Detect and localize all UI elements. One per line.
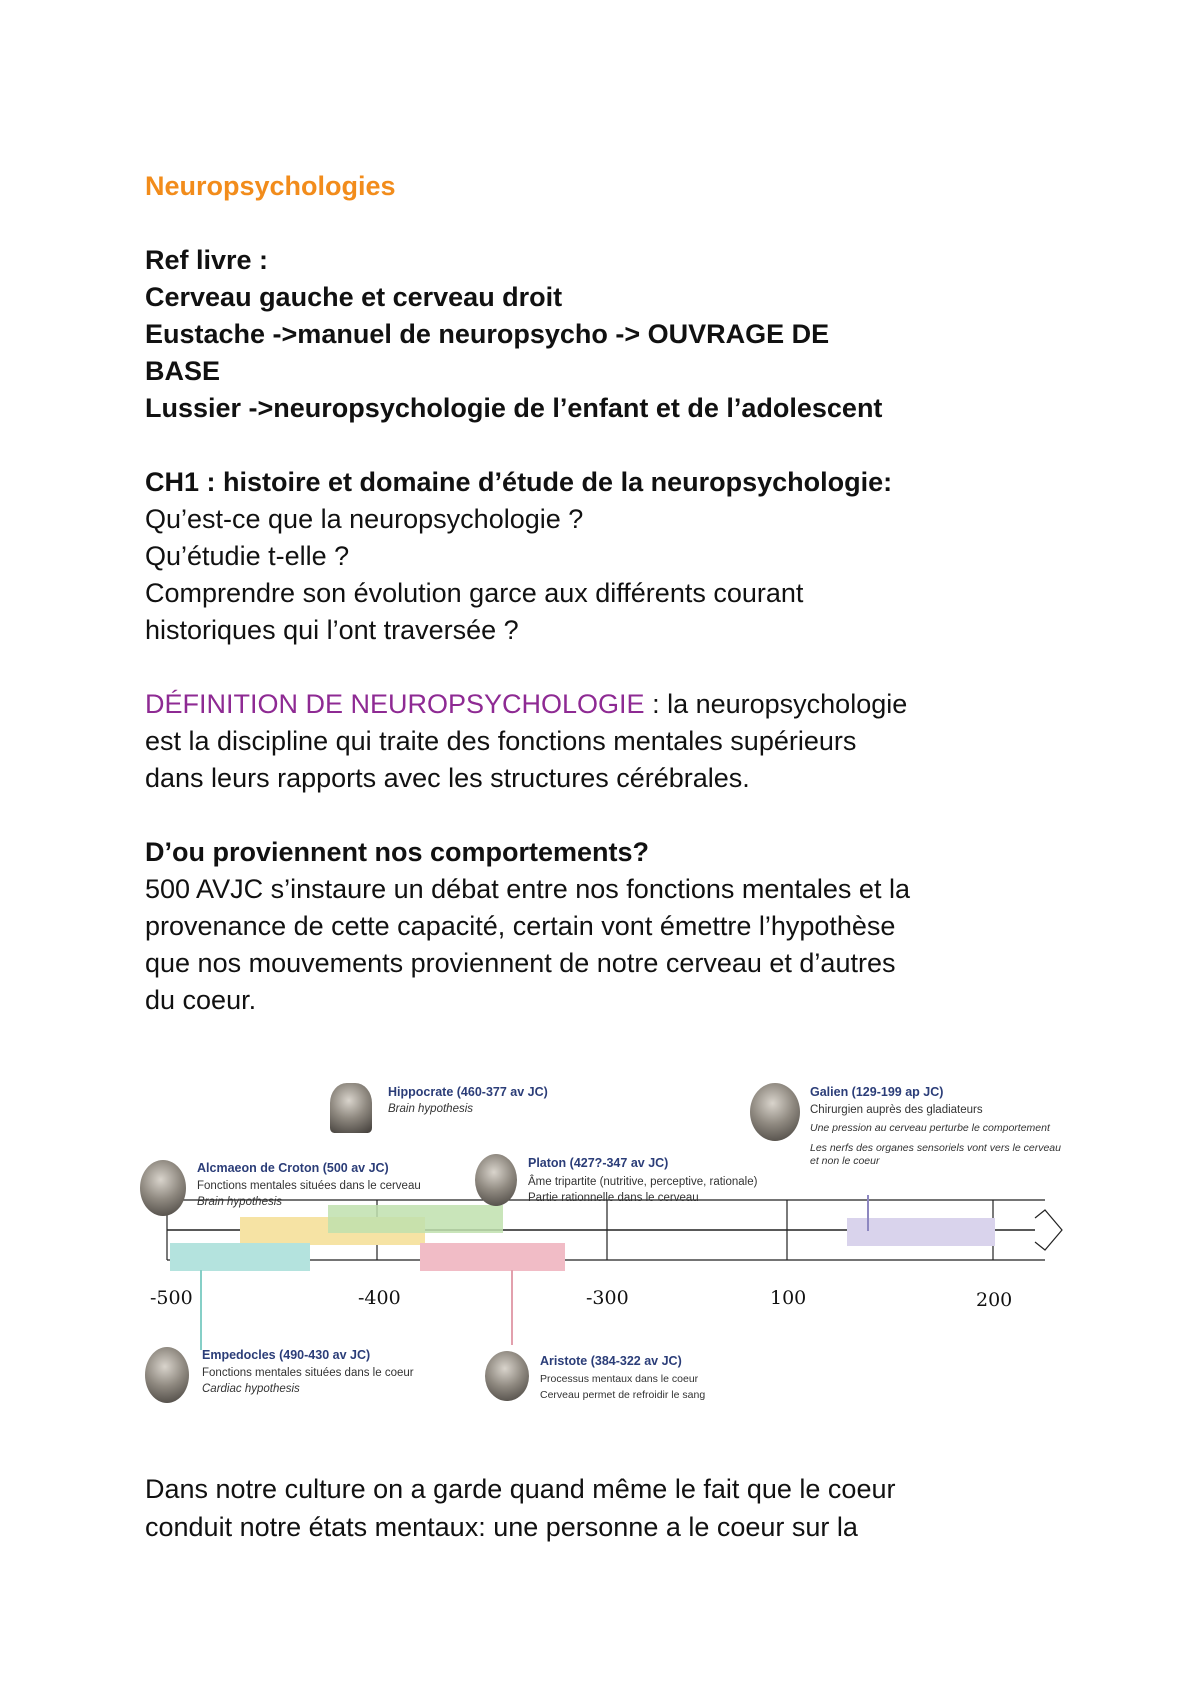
- origin-line: que nos mouvements proviennent de notre cerveau et d’autres: [145, 948, 896, 978]
- galien-portrait-icon: [750, 1083, 800, 1141]
- period-band-hippocrate: [328, 1205, 503, 1233]
- ref-line: Lussier ->neuropsychologie de l’enfant et de l’adolescent: [145, 393, 883, 423]
- spacer: [145, 427, 1085, 464]
- closing-line: Dans notre culture on a garde quand même le fait que le coeur: [145, 1474, 896, 1504]
- period-band-galien: [847, 1218, 995, 1246]
- hippocrate-note: Brain hypothesis: [388, 1103, 474, 1115]
- platon-portrait-icon: [475, 1154, 517, 1206]
- tick-label: -500: [150, 1287, 193, 1309]
- document-title: Neuropsychologies: [145, 171, 396, 201]
- connector-empedocles: [200, 1270, 202, 1350]
- connector-galien: [867, 1195, 869, 1231]
- galien-note: et non le coeur: [810, 1155, 880, 1167]
- hippocrate-name: Hippocrate (460-377 av JC): [388, 1085, 548, 1099]
- galien-note: Les nerfs des organes sensoriels vont vers le cerveau: [810, 1142, 1061, 1154]
- alcmaeon-note: Fonctions mentales situées dans le cerveau: [197, 1180, 421, 1192]
- alcmaeon-name: Alcmaeon de Croton (500 av JC): [197, 1161, 389, 1175]
- aristote-name: Aristote (384-322 av JC): [540, 1354, 682, 1368]
- closing-paragraph: [145, 1470, 1085, 1546]
- platon-name: Platon (427?-347 av JC): [528, 1156, 669, 1170]
- question-line: Qu’est-ce que la neuropsychologie ?: [145, 504, 584, 534]
- ref-line: Cerveau gauche et cerveau droit: [145, 282, 563, 312]
- galien-name: Galien (129-199 ap JC): [810, 1085, 944, 1099]
- origin-line: provenance de cette capacité, certain vont émettre l’hypothèse: [145, 911, 896, 941]
- aristote-note: Processus mentaux dans le coeur: [540, 1373, 699, 1385]
- aristote-portrait-icon: [485, 1351, 529, 1401]
- spacer: [145, 205, 1085, 242]
- period-band-aristote: [420, 1243, 565, 1271]
- empedocles-note: Cardiac hypothesis: [202, 1383, 300, 1395]
- origin-line: du coeur.: [145, 985, 257, 1015]
- empedocles-portrait-icon: [145, 1347, 189, 1403]
- definition-text: : la neuropsychologie: [644, 689, 908, 719]
- history-timeline-figure: [140, 1075, 1070, 1425]
- tick-label: -400: [358, 1287, 401, 1309]
- ref-heading: Ref livre :: [145, 245, 269, 275]
- platon-note: Partie rationnelle dans le cerveau: [528, 1192, 699, 1204]
- document-body: [145, 168, 1085, 1019]
- tick-label: 200: [976, 1289, 1013, 1311]
- alcmaeon-portrait-icon: [140, 1160, 186, 1216]
- ref-line: Eustache ->manuel de neuropsycho -> OUVRAGE DE: [145, 319, 830, 349]
- question-line: historiques qui l’ont traversée ?: [145, 615, 519, 645]
- empedocles-name: Empedocles (490-430 av JC): [202, 1348, 371, 1362]
- definition-term: DÉFINITION DE NEUROPSYCHOLOGIE: [145, 689, 645, 719]
- period-band-empedocles: [170, 1243, 310, 1271]
- origin-heading: D’ou proviennent nos comportements?: [145, 837, 650, 867]
- aristote-note: Cerveau permet de refroidir le sang: [540, 1389, 706, 1401]
- ref-line: BASE: [145, 356, 221, 386]
- origin-line: 500 AVJC s’instaure un débat entre nos fonctions mentales et la: [145, 874, 910, 904]
- empedocles-note: Fonctions mentales situées dans le coeur: [202, 1367, 414, 1379]
- definition-line: dans leurs rapports avec les structures cérébrales.: [145, 763, 750, 793]
- question-line: Comprendre son évolution garce aux différents courant: [145, 578, 804, 608]
- definition-paragraph: [145, 686, 1085, 723]
- galien-note: Chirurgien auprès des gladiateurs: [810, 1104, 983, 1116]
- spacer: [145, 649, 1085, 686]
- chapter-heading: CH1 : histoire et domaine d’étude de la neuropsychologie:: [145, 467, 893, 497]
- connector-aristote: [511, 1270, 513, 1345]
- galien-note: Une pression au cerveau perturbe le comportement: [810, 1122, 1050, 1134]
- alcmaeon-note: Brain hypothesis: [197, 1196, 283, 1208]
- tick-label: -300: [586, 1287, 629, 1309]
- hippocrate-portrait-icon: [330, 1083, 372, 1133]
- closing-line: conduit notre états mentaux: une personne a le coeur sur la: [145, 1512, 858, 1542]
- definition-line: est la discipline qui traite des fonctions mentales supérieurs: [145, 726, 857, 756]
- axis-arrow-head: [1035, 1210, 1062, 1250]
- spacer: [145, 797, 1085, 834]
- question-line: Qu’étudie t-elle ?: [145, 541, 350, 571]
- platon-note: Âme tripartite (nutritive, perceptive, rationale): [528, 1176, 758, 1188]
- tick-label: 100: [770, 1287, 807, 1309]
